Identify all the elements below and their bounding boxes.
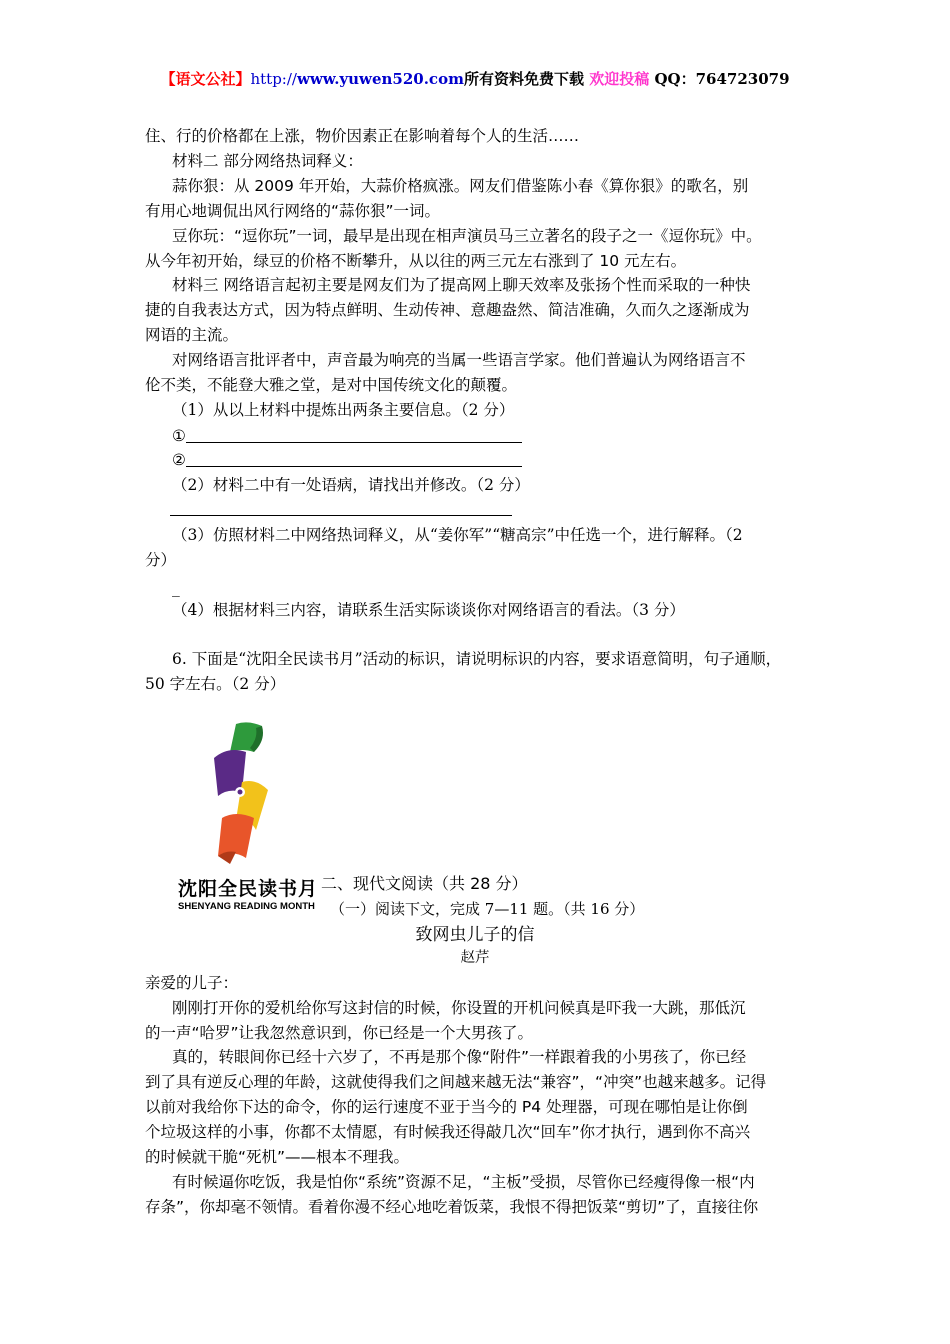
logo-title: 沈阳全民读书月 — [178, 879, 319, 900]
article-author: 赵芹 — [460, 950, 490, 966]
question-6-line-1: 6. 下面是“沈阳全民读书月”活动的标识，请说明标识的内容，要求语意简明，句子通顺， — [172, 650, 782, 668]
qq-label: QQ： — [654, 70, 696, 88]
article-line: 有时候逼你吃饭，我是怕你“系统”资源不足，“主板”受损，尽管你已经瘦得像一根“内 — [172, 1173, 755, 1191]
answer-blank-q2[interactable] — [170, 515, 512, 516]
text-line: 住、行的价格都在上涨，物价因素正在影响着每个人的生活…… — [145, 127, 580, 145]
text-line: 材料三 网络语言起初主要是网友们为了提高网上聊天效率及张扬个性而采取的一种快 — [172, 276, 751, 294]
text-line: 从今年初开始，绿豆的价格不断攀升，从以往的两三元左右涨到了 10 元左右。 — [145, 252, 687, 270]
article-line: 个垃圾这样的小事，你都不太情愿，有时候我还得敲几次“回车”你才执行，遇到你不高兴 — [145, 1123, 751, 1141]
article-line: 的时候就干脆“死机”——根本不理我。 — [145, 1148, 410, 1166]
answer-marker-1: ① — [172, 427, 186, 445]
qq-number: 764723079 — [695, 70, 790, 88]
answer-blank-1[interactable] — [186, 426, 522, 443]
page-header — [0, 68, 950, 89]
answer-blank-2[interactable] — [186, 450, 522, 467]
answer-marker-2: ② — [172, 451, 186, 469]
invite-text: 欢迎投稿 — [589, 70, 650, 88]
question-4: （4）根据材料三内容，请联系生活实际谈谈你对网络语言的看法。（3 分） — [172, 601, 685, 619]
answer-blank-q3[interactable]: _ — [172, 579, 180, 597]
text-line: 伦不类，不能登大雅之堂，是对中国传统文化的颠覆。 — [145, 376, 518, 394]
text-line: 网语的主流。 — [145, 326, 239, 344]
question-3-line-1: （3）仿照材料二中网络热词释义，从“姜你军”“糖高宗”中任选一个，进行解释。（2 — [172, 526, 743, 544]
article-line: 以前对我给你下达的命令，你的运行速度不亚于当今的 P4 处理器，可现在哪怕是让你倒 — [145, 1098, 748, 1116]
question-6-line-2: 50 字左右。（2 分） — [145, 675, 286, 693]
free-download-text: 所有资料免费下载 — [463, 70, 584, 88]
text-line: 蒜你狠：从 2009 年开始，大蒜价格疯涨。网友们借鉴陈小春《算你狠》的歌名，别 — [172, 177, 749, 195]
section-2-title: 二、现代文阅读（共 28 分） — [321, 874, 528, 893]
section-2-subtitle: （一）阅读下文，完成 7—11 题。（共 16 分） — [330, 900, 645, 918]
logo-subtitle: SHENYANG READING MONTH — [178, 901, 315, 912]
text-line: 对网络语言批评者中，声音最为响亮的当属一些语言学家。他们普遍认为网络语言不 — [172, 351, 746, 369]
question-2: （2）材料二中有一处语病，请找出并修改。（2 分） — [172, 476, 530, 494]
article-title: 致网虫儿子的信 — [415, 925, 535, 945]
article-line: 刚刚打开你的爱机给你写这封信的时候，你设置的开机问候真是吓我一大跳，那低沉 — [172, 999, 746, 1017]
text-line: 捷的自我表达方式，因为特点鲜明、生动传神、意趣盎然、简洁准确，久而久之逐渐成为 — [145, 301, 750, 319]
article-salutation: 亲爱的儿子： — [145, 974, 239, 992]
site-name: 【语文公社】 — [160, 70, 251, 88]
question-3-line-2: 分） — [145, 551, 177, 569]
material-two-heading: 材料二 部分网络热词释义： — [172, 152, 363, 170]
logo-orange-leaf — [218, 814, 254, 858]
site-url[interactable]: www.yuwen520.com — [296, 70, 464, 88]
answer-line-2[interactable] — [172, 448, 522, 472]
article-line: 真的，转眼间你已经十六岁了，不再是那个像“附件”一样跟着我的小男孩了，你已经 — [172, 1048, 747, 1066]
text-line: 有用心地调侃出风行网络的“蒜你狠”一词。 — [145, 202, 441, 220]
question-1: （1）从以上材料中提炼出两条主要信息。（2 分） — [172, 401, 515, 419]
reading-month-logo-icon — [206, 718, 278, 868]
url-prefix[interactable]: http:// — [250, 70, 297, 88]
text-line: 豆你玩：“逗你玩”一词，最早是出现在相声演员马三立著名的段子之一《逗你玩》中。 — [172, 227, 762, 245]
article-line: 的一声“哈罗”让我忽然意识到，你已经是一个大男孩了。 — [145, 1024, 534, 1042]
answer-line-1[interactable] — [172, 424, 522, 448]
article-line: 到了具有逆反心理的年龄，这就使得我们之间越来越无法“兼容”，“冲突”也越来越多。记得 — [145, 1073, 767, 1091]
article-line: 存条”，你却毫不领情。看着你漫不经心地吃着饭菜，我恨不得把饭菜“剪切”了，直接往你 — [145, 1198, 759, 1216]
